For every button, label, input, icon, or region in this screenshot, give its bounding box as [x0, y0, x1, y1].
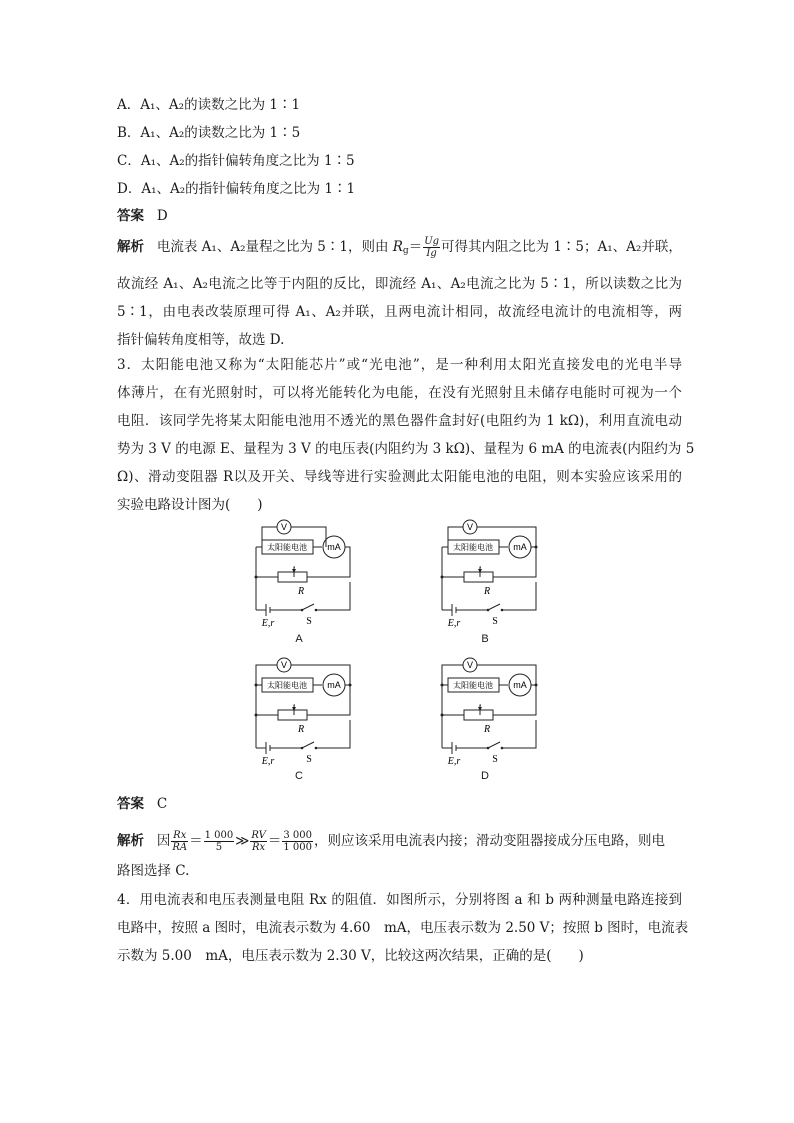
- resistance-symbol: R: [392, 239, 403, 255]
- answer-q2: [117, 207, 168, 225]
- answer-label: 答案: [117, 208, 144, 224]
- fraction-denominator: Ig: [426, 248, 437, 259]
- switch-label: S: [492, 754, 498, 765]
- q3-line5: Ω)、滑动变阻器 R以及开关、导线等进行实验测此太阳能电池的电阻，则本实验应该采用的: [117, 469, 682, 485]
- analysis-label: 解析: [117, 833, 144, 849]
- analysis-label: 解析: [117, 239, 144, 255]
- circuit-diagram-d: [432, 656, 542, 768]
- circuit-diagram-a: [246, 518, 356, 630]
- ammeter-label: mA: [327, 542, 341, 552]
- fraction-ug-ig: [423, 236, 440, 259]
- fraction-1000-5: [204, 830, 235, 853]
- circuit-diagram-b: [432, 518, 542, 630]
- fraction-denominator: 1 000: [283, 842, 312, 853]
- rheostat-box: [278, 710, 307, 720]
- fraction-denominator: RA: [172, 842, 188, 853]
- q3-line2: 体薄片，在有光照射时，可以将光能转化为电能，在没有光照射且未储存电能时可视为一个: [117, 385, 682, 401]
- caption-a: A: [295, 633, 303, 645]
- rheostat-label: R: [297, 586, 305, 597]
- rheostat-label: R: [483, 586, 491, 597]
- fraction-rx-ra: [171, 830, 188, 853]
- q4-line3: 示数为 5.00 mA，电压表示数为 2.30 V，比较这两次结果，正确的是( ): [117, 948, 584, 964]
- voltmeter-label: V: [466, 522, 474, 532]
- analysis-text: 可得其内阻之比为 1∶5；A₁、A₂并联，: [441, 239, 682, 255]
- voltmeter-label: V: [280, 660, 288, 670]
- rheostat-label: R: [297, 724, 305, 735]
- q3-line1: 3．太阳能电池又称为“太阳能芯片”或“光电池”，是一种利用太阳光直接发电的光电半导: [117, 357, 682, 373]
- option-a: A．A₁、A₂的读数之比为 1∶1: [117, 97, 301, 113]
- analysis-q2-line2: 故流经 A₁、A₂电流之比等于内阻的反比，即流经 A₁、A₂电流之比为 5∶1，所以读数之比为: [117, 276, 682, 292]
- option-c: C．A₁、A₂的指针偏转角度之比为 1∶5: [117, 153, 355, 169]
- analysis-text: ，则应该采用电流表内接；滑动变阻器接成分压电路，则电: [313, 833, 665, 849]
- caption-d: D: [481, 770, 489, 782]
- circuit-diagram-c: [246, 656, 356, 768]
- analysis-q2-line3: 5∶1，由电表改装原理可得 A₁、A₂并联，且两电流计相同，故流经电流计的电流相等，两: [117, 304, 682, 320]
- ammeter-label: mA: [513, 680, 527, 690]
- analysis-text: 因: [156, 833, 171, 849]
- battery-label: E,r: [447, 756, 461, 767]
- answer-label: 答案: [117, 796, 144, 812]
- fraction-numerator: Rx: [173, 830, 187, 841]
- answer-value: D: [156, 208, 168, 224]
- fraction-denominator: 5: [215, 842, 223, 853]
- rheostat-box: [278, 572, 307, 582]
- switch-label: S: [492, 616, 498, 627]
- battery-label: E,r: [261, 756, 275, 767]
- fraction-numerator: Ug: [424, 236, 440, 247]
- analysis-q2-line4: 指针偏转角度相等，故选 D.: [117, 332, 285, 348]
- analysis-q3-line2: 路图选择 C.: [117, 863, 190, 879]
- fraction-rv-rx: [250, 830, 266, 853]
- fraction-numerator: 3 000: [283, 830, 312, 841]
- solar-cell-label: 太阳能电池: [453, 681, 493, 690]
- battery-label: E,r: [447, 618, 461, 629]
- fraction-3000-1000: [282, 830, 313, 853]
- rheostat-box: [464, 710, 493, 720]
- q3-line3: 电阻．该同学先将某太阳能电池用不透光的黑色器件盒封好(电阻约为 1 kΩ)，利用直流电动: [117, 413, 682, 429]
- switch-label: S: [306, 616, 312, 627]
- analysis-text: 电流表 A₁、A₂量程之比为 5∶1，则由: [156, 239, 393, 255]
- fraction-numerator: RV: [251, 830, 266, 841]
- q4-line2: 电路中，按照 a 图时，电流表示数为 4.60 mA，电压表示数为 2.50 V；按照 b 图时，电流表: [117, 920, 689, 936]
- rheostat-label: R: [483, 724, 491, 735]
- equals-sign: ＝: [408, 239, 423, 255]
- caption-c: C: [295, 770, 303, 782]
- caption-b: B: [481, 633, 489, 645]
- ammeter-label: mA: [513, 542, 527, 552]
- analysis-q2-line1: [117, 236, 682, 260]
- voltmeter-label: V: [466, 660, 474, 670]
- equals-sign: ＝: [189, 833, 203, 849]
- q3-line4: 势为 3 V 的电源 E、量程为 3 V 的电压表(内阻约为 3 kΩ)、量程为 6 mA 的电流表(内阻约为 5: [117, 441, 695, 457]
- voltmeter-label: V: [280, 522, 288, 532]
- equals-sign: ＝: [267, 833, 282, 849]
- much-greater-sign: ≫: [235, 833, 250, 849]
- solar-cell-label: 太阳能电池: [453, 543, 493, 552]
- ammeter-label: mA: [327, 680, 341, 690]
- solar-cell-label: 太阳能电池: [267, 681, 307, 690]
- solar-cell-label: 太阳能电池: [267, 543, 307, 552]
- answer-q3: [117, 795, 167, 813]
- option-d: D．A₁、A₂的指针偏转角度之比为 1∶1: [117, 181, 356, 197]
- answer-value: C: [156, 796, 168, 812]
- q4-line1: 4．用电流表和电压表测量电阻 Rx 的阻值．如图所示，分别将图 a 和 b 两种测量电路连接到: [117, 892, 682, 908]
- fraction-numerator: 1 000: [204, 830, 234, 841]
- switch-label: S: [306, 754, 312, 765]
- q3-line6: 实验电路设计图为( ): [117, 497, 263, 513]
- rheostat-box: [464, 572, 493, 582]
- resistance-subscript: g: [402, 246, 409, 256]
- battery-label: E,r: [261, 618, 275, 629]
- option-b: B．A₁、A₂的读数之比为 1∶5: [117, 125, 301, 141]
- analysis-q3-line1: [117, 830, 665, 853]
- fraction-denominator: Rx: [252, 842, 266, 853]
